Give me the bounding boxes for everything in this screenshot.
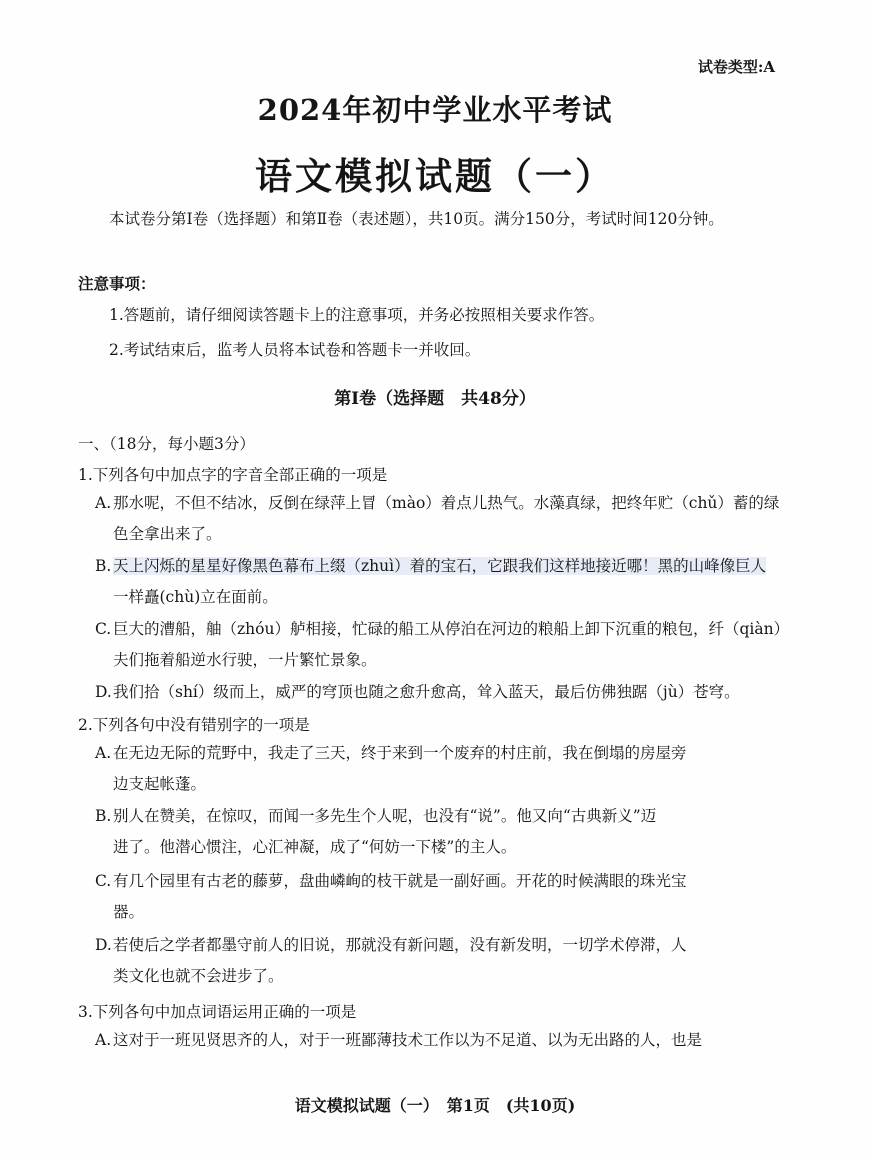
option-text-cont: 夫们拖着船逆水行驶，一片繁忙景象。 <box>113 651 377 669</box>
option-letter: C. <box>95 872 112 890</box>
option-text-cont: 一样矗(chù)立在面前。 <box>113 588 278 606</box>
option-text: 天上闪烁的星星好像黑色幕布上缀（zhuì）着的宝石，它跟我们这样地接近哪！黑的山峰像巨人 <box>113 557 767 575</box>
exam-title: 2024年初中学业水平考试 <box>257 93 613 127</box>
page-footer: 语文模拟试题（一） 第1页 (共10页) <box>294 1096 576 1115</box>
option-2d <box>95 930 805 992</box>
option-1d <box>95 677 805 708</box>
paper-type-label: 试卷类型:A <box>697 58 775 76</box>
option-letter: C. <box>95 620 112 638</box>
option-1b <box>95 551 805 613</box>
question-stem: 2.下列各句中没有错别字的一项是 <box>78 716 310 734</box>
section-title: 第Ⅰ卷（选择题 共48分） <box>334 389 536 409</box>
question-stem: 1.下列各句中加点字的字音全部正确的一项是 <box>78 466 388 484</box>
option-letter: A. <box>95 744 112 762</box>
exam-intro: 本试卷分第Ⅰ卷（选择题）和第Ⅱ卷（表述题），共10页。满分150分，考试时间120分钟。 <box>109 210 724 228</box>
option-text-cont: 类文化也就不会进步了。 <box>113 967 284 985</box>
option-3a <box>95 1025 805 1056</box>
option-letter: B. <box>95 807 112 825</box>
notice-item: 2.考试结束后，监考人员将本试卷和答题卡一并收回。 <box>109 341 481 359</box>
option-2c <box>95 866 805 928</box>
option-text: 巨大的漕船，舳（zhóu）舻相接，忙碌的船工从停泊在河边的粮船上卸下沉重的粮包，纤（qiàn） <box>113 620 790 638</box>
option-2b <box>95 801 805 863</box>
option-letter: A. <box>95 494 112 512</box>
option-text-cont: 边支起帐蓬。 <box>113 775 207 793</box>
option-letter: B. <box>95 557 112 575</box>
option-text: 在无边无际的荒野中，我走了三天，终于来到一个废弃的村庄前，我在倒塌的房屋旁 <box>113 744 687 762</box>
option-text-cont: 色全拿出来了。 <box>113 525 222 543</box>
option-text-cont: 器。 <box>113 903 145 921</box>
option-text: 若使后之学者都墨守前人的旧说，那就没有新问题，没有新发明，一切学术停滞，人 <box>113 936 687 954</box>
option-letter: D. <box>95 683 112 701</box>
option-letter: D. <box>95 936 112 954</box>
option-1a <box>95 488 805 550</box>
part-heading: 一、（18分，每小题3分） <box>78 435 255 453</box>
option-text: 有几个园里有古老的藤萝，盘曲嶙峋的枝干就是一副好画。开花的时候满眼的珠光宝 <box>113 872 687 890</box>
notice-heading: 注意事项： <box>78 274 156 293</box>
option-text: 我们拾（shí）级而上，威严的穹顶也随之愈升愈高，耸入蓝天，最后仿佛独踞（jù）苍穹。 <box>113 683 740 701</box>
option-2a <box>95 738 805 800</box>
option-text: 这对于一班见贤思齐的人，对于一班鄙薄技术工作以为不足道、以为无出路的人，也是 <box>113 1031 703 1049</box>
notice-item: 1.答题前，请仔细阅读答题卡上的注意事项，并务必按照相关要求作答。 <box>109 306 605 324</box>
option-text-cont: 进了。他潜心惯注，心汇神凝，成了“何妨一下楼”的主人。 <box>113 838 517 856</box>
option-text: 别人在赞美，在惊叹，而闻一多先生个人呢，也没有“说”。他又向“古典新义”迈 <box>113 807 657 825</box>
question-stem: 3.下列各句中加点词语运用正确的一项是 <box>78 1003 357 1021</box>
option-1c <box>95 614 805 676</box>
subject-title: 语文模拟试题（一） <box>255 154 615 198</box>
option-letter: A. <box>95 1031 112 1049</box>
option-text: 那水呢，不但不结冰，反倒在绿萍上冒（mào）着点儿热气。水藻真绿，把终年贮（chǔ）蓄的绿 <box>113 494 780 512</box>
